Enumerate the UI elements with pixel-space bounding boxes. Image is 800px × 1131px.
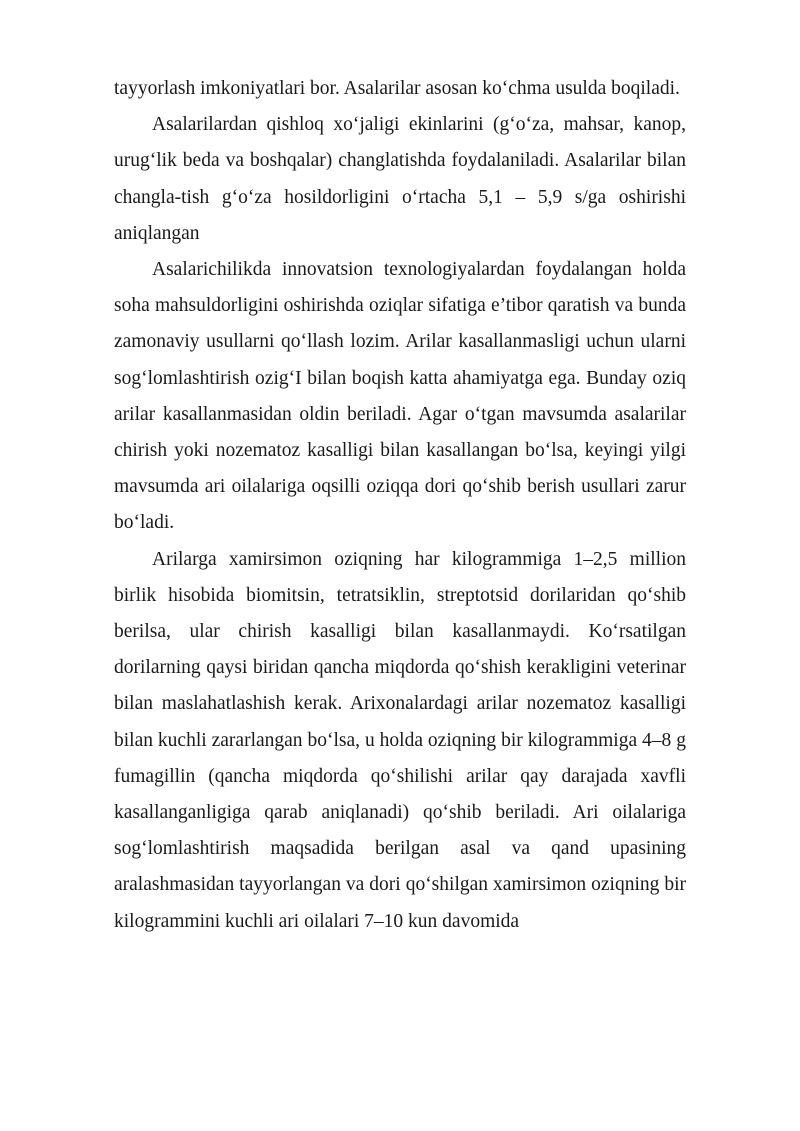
paragraph-continuation: tayyorlash imkoniyatlari bor. Asalarilar asosan ko‘chma usulda boqiladi. [114,78,680,99]
document-page [114,71,686,940]
paragraph-pollination: Asalarilardan qishloq xo‘jaligi ekinlarini (g‘o‘za, mahsar, kanop, urug‘lik beda va boshqalar) changlatishda foydalaniladi. Asalarilar bilan changla-tish g‘o‘za hosildorligini o‘rtacha 5,1 – 5,9 s/ga oshirishi aniqlangan [114,114,686,244]
paragraph-medicated-feed: Arilarga xamirsimon oziqning har kilogrammiga 1–2,5 million birlik hisobida biomitsin, tetratsiklin, streptotsid dorilaridan qo‘shib berilsa, ular chirish kasalligi bilan kasallanmaydi. Ko‘rsatilgan dorilarning qaysi biridan qancha miqdorda qo‘shish kerakligini veterinar bilan maslahatlashish kerak. Arixonalardagi arilar nozematoz kasalligi bilan kuchli zararlangan bo‘lsa, u holda oziqning bir kilogrammiga 4–8 g fumagillin (qancha miqdorda qo‘shilishi arilar qay darajada xavfli kasallanganligiga qarab aniqlanadi) qo‘shib beriladi. Ari oilalariga sog‘lomlashtirish maqsadida berilgan asal va qand upasining aralashmasidan tayyorlangan va dori qo‘shilgan xamirsimon oziqning bir kilogrammini kuchli ari oilalari 7–10 kun davomida [114,548,686,932]
paragraph-innovation-feeding: Asalarichilikda innovatsion texnologiyalardan foydalangan holda soha mahsuldorligini oshirishda oziqlar sifatiga e’tibor qaratish va bunda zamonaviy usullarni qo‘llash lozim. Arilar kasallanmasligi uchun ularni sog‘lomlashtirish ozig‘I bilan boqish katta ahamiyatga ega. Bunday oziq arilar kasallanmasidan oldin beriladi. Agar o‘tgan mavsumda asalarilar chirish yoki nozematoz kasalligi bilan kasallangan bo‘lsa, keyingi yilgi mavsumda ari oilalariga oqsilli oziqqa dori qo‘shib berish usullari zarur bo‘ladi. [114,259,686,534]
